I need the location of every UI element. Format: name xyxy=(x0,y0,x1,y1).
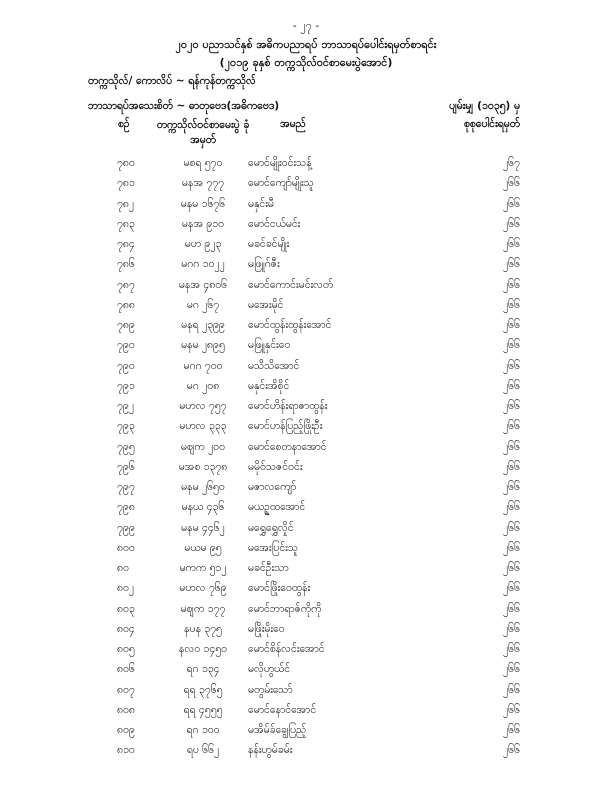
table-row xyxy=(0,479,612,499)
row-number: ၈၀၃ xyxy=(117,602,135,615)
header-no: စဉ် xyxy=(118,118,130,130)
row-name: မရွှေရွှေလှိုင် xyxy=(248,521,294,534)
row-number: ၈၀၆ xyxy=(117,663,135,676)
table-row xyxy=(0,580,612,600)
row-score: ၂၆၆ xyxy=(503,582,520,595)
row-score: ၂၆၆ xyxy=(503,339,520,352)
table-row xyxy=(0,155,612,175)
row-name: မောင်ငယ်မင်း xyxy=(248,217,301,230)
average-line: ပျမ်းမျှ (၁၀၃၅) မှ xyxy=(449,100,520,112)
row-name: မနှင်းမီ xyxy=(248,197,274,210)
row-name: မနှင်းအိစိုင် xyxy=(248,379,290,392)
row-registration: မစရ ၅၇၀ xyxy=(183,157,223,169)
table-row xyxy=(0,722,612,742)
row-score: ၂၆၆ xyxy=(503,177,520,190)
row-name: မခင်ခင်မျိုး xyxy=(248,238,290,250)
row-number: ၇၉၃ xyxy=(117,420,135,433)
table-row xyxy=(0,358,612,378)
table-row xyxy=(0,398,612,418)
row-score: ၂၆၆ xyxy=(503,622,520,635)
row-number: ၇၉၂ xyxy=(117,400,134,412)
row-name: မောင်ကျော်မျိုးသူ xyxy=(248,177,314,190)
row-number: ၇၉၉ xyxy=(117,521,135,534)
document-title: ၂၀၂၀ ပညာသင်နှစ် အဓိကပညာရပ် ဘာသာရပ်ပေါင်းရမှတ်စာရင်း xyxy=(175,38,437,51)
row-registration: ရဂ ၁၃၄ xyxy=(186,663,220,676)
row-score: ၂၆၆ xyxy=(503,400,520,412)
row-name: မောင်နောင်အောင် xyxy=(248,703,317,716)
row-score: ၂၆၆ xyxy=(503,379,520,392)
row-name: မောင်ဘာရာဇ်ကိုကို xyxy=(248,602,322,615)
row-score: ၂၆၆ xyxy=(503,217,520,230)
row-number: ၇၈၃ xyxy=(117,217,135,230)
row-number: ၇၈၇ xyxy=(117,278,135,291)
table-row xyxy=(0,378,612,398)
table-row xyxy=(0,742,612,762)
row-number: ၈၀၀ xyxy=(117,541,135,554)
row-registration: ရရ ၄၅၅၅ xyxy=(183,703,223,716)
row-registration: မနရ ၂၃၉၉ xyxy=(181,319,225,331)
table-row xyxy=(0,499,612,519)
university-line: တက္ကသိုလ်/ ကောလိပ် ~ ရန်ကုန်တက္ကသိုလ် xyxy=(88,75,256,87)
row-score: ၂၆၆ xyxy=(503,238,520,250)
row-number: ၈၀၂ xyxy=(117,582,135,595)
row-number: ၇၈၀ xyxy=(117,157,135,169)
row-name: မမိုဝ်သဇင်ဝင်း xyxy=(248,460,303,473)
row-score: ၂၆၆ xyxy=(503,319,520,331)
row-name: မောင်ထွန်းထွန်းအောင် xyxy=(248,319,332,331)
row-registration: မနမ ၂၆၅၀ xyxy=(181,481,225,493)
row-score: ၂၆၆ xyxy=(503,602,520,615)
row-registration: မဂ ၂၆၇ xyxy=(186,298,220,311)
row-score: ၂၆၇ xyxy=(503,157,520,169)
row-number: ၇၉၀ xyxy=(117,339,135,352)
row-registration: မဈက ၁၇၇ xyxy=(180,602,226,615)
row-number: ၇၉၈ xyxy=(117,501,135,514)
row-name: မောင်စိန်လင်းအောင် xyxy=(248,643,325,655)
table-row xyxy=(0,439,612,459)
table-row xyxy=(0,317,612,337)
row-registration: နလဝ ၁၄၅၀ xyxy=(178,643,228,655)
row-registration: မနမ ၁၆၇၆ xyxy=(180,197,226,210)
row-name: နန်းဟွမ်ခမ်း xyxy=(248,744,293,757)
row-number: ၈၀ xyxy=(117,562,129,574)
row-score: ၂၆၆ xyxy=(503,643,520,655)
row-registration: မဟလ ၇၅၇ xyxy=(179,400,227,412)
row-registration: မဈက ၂၀၀ xyxy=(181,440,225,453)
row-score: ၂၆၆ xyxy=(503,278,520,291)
row-number: ၇၉၆ xyxy=(117,460,135,473)
row-score: ၂၆၆ xyxy=(503,460,520,473)
row-registration: မယမ ၉၅ xyxy=(184,541,222,554)
row-number: ၈၀၅ xyxy=(117,643,135,655)
row-name: မအိမ်ခ်ချွေပြည့် xyxy=(248,724,307,736)
table-row xyxy=(0,682,612,702)
table-row xyxy=(0,236,612,256)
table-row xyxy=(0,418,612,438)
row-number: ၈၀၄ xyxy=(117,622,135,635)
table-row xyxy=(0,560,612,580)
row-score: ၂၆၆ xyxy=(503,683,520,696)
page-number: - ၂၇ - xyxy=(292,19,320,32)
row-name: မသိသိအောင် xyxy=(248,359,300,372)
row-number: ၇၉၇ xyxy=(117,481,135,493)
row-number: ၈၁၀ xyxy=(117,744,135,757)
table-row xyxy=(0,216,612,236)
row-registration: မဟ ၉၂၃ xyxy=(184,238,222,250)
row-number: ၇၈၂ xyxy=(117,197,135,210)
row-registration: မဟလ ၃၃၃ xyxy=(179,420,227,433)
row-registration: မဂ ၂၀၈ xyxy=(186,379,220,392)
row-registration: ရပ ၆၆၂ xyxy=(186,744,220,757)
table-row xyxy=(0,601,612,621)
header-score: စုစုပေါင်းရမှတ် xyxy=(463,118,520,130)
row-number: ၇၈၄ xyxy=(117,238,135,250)
row-score: ၂၆၆ xyxy=(503,562,520,574)
row-score: ၂၆၆ xyxy=(503,298,520,311)
row-number: ၇၈၆ xyxy=(117,258,135,271)
row-name: မတွမ်းသော် xyxy=(248,683,293,696)
row-score: ၂၆၆ xyxy=(503,197,520,210)
row-registration: မကက ၅၁၂ xyxy=(179,562,227,574)
table-row xyxy=(0,520,612,540)
row-name: မဇာလကျော် xyxy=(248,481,297,493)
row-number: ၇၈၈ xyxy=(117,298,135,311)
document-subtitle: (၂၀၁၉ ခုနှစ် တက္ကသိုလ်ဝင်စာမေးပွဲအောင်) xyxy=(219,56,393,69)
row-name: မောင်မျိုးဝင်းသန့် xyxy=(248,157,312,169)
table-row xyxy=(0,621,612,641)
table-row xyxy=(0,702,612,722)
department-line: ဘာသာရပ်အသေးစိတ် ~ ဓာတုဗေဒ(အဓိကဗေဒ) xyxy=(88,100,280,112)
row-name: မခင်ဦးသာ xyxy=(248,562,289,574)
row-name: မောင်ဟိန်းရာဇာထွန်း xyxy=(248,400,328,412)
results-table xyxy=(0,155,612,763)
row-name: မယဉ္နထအောင် xyxy=(248,501,306,514)
table-row xyxy=(0,256,612,276)
row-number: ၇၈၁ xyxy=(117,177,135,190)
row-registration: နပန ၃၇၅ xyxy=(184,622,222,635)
row-number: ၇၉၀ xyxy=(117,359,135,372)
row-name: မောင်ကောင်းမင်းလတ် xyxy=(248,278,334,291)
row-score: ၂၆၆ xyxy=(503,481,520,493)
row-name: မဖြူဂ်ဇီး xyxy=(248,258,280,271)
header-registration: တက္ကသိုလ်ဝင်စာမေးပွဲ ခုံအမှတ် xyxy=(156,119,250,146)
row-registration: မနမ ၂၈၉၅ xyxy=(181,339,225,352)
row-registration: မဂဂ ၁၀၂၂ xyxy=(181,258,225,271)
row-number: ၇၈၉ xyxy=(117,319,135,331)
row-score: ၂၆၆ xyxy=(503,724,520,736)
row-number: ၇၉၅ xyxy=(117,440,135,453)
row-number: ၈၀၈ xyxy=(117,703,135,716)
row-name: မောင်ဖြိုးဝေထွန်း xyxy=(248,582,311,595)
row-number: ၈၀၇ xyxy=(117,683,135,696)
row-number: ၇၉၁ xyxy=(117,379,135,392)
row-registration: မဟလ ၇၆၉ xyxy=(179,582,227,595)
row-name: မောင်စေတနာအောင် xyxy=(248,440,327,453)
row-name: မဖြိုးမိုးဝေ xyxy=(248,622,285,635)
row-registration: မနအ ၉၁၀ xyxy=(181,217,225,230)
row-name: မလိုဟွယ်င် xyxy=(248,663,291,676)
table-row xyxy=(0,661,612,681)
table-row xyxy=(0,459,612,479)
row-name: မအေးပြင်းသူ xyxy=(248,541,298,554)
row-score: ၂၆၆ xyxy=(503,420,520,433)
row-name: မဖြူနှင်းဝေ xyxy=(248,339,291,352)
row-score: ၂၆၆ xyxy=(503,703,520,716)
table-row xyxy=(0,337,612,357)
table-row xyxy=(0,641,612,661)
row-score: ၂၆၆ xyxy=(503,501,520,514)
row-registration: မနယ ၄၃၆ xyxy=(181,501,225,514)
row-number: ၈၀၉ xyxy=(117,724,135,736)
row-registration: မနမ ၄၄၆၂ xyxy=(181,521,225,534)
table-row xyxy=(0,196,612,216)
row-name: မအေးမိုင် xyxy=(248,298,284,311)
table-row xyxy=(0,277,612,297)
row-score: ၂၆၆ xyxy=(503,359,520,372)
row-registration: ရဂ ၁၀၀ xyxy=(186,724,220,736)
row-name: မောင်ဟန်ပြည့်ဖြိုးဦး xyxy=(248,420,323,433)
row-registration: မနအ ၄၈၀၆ xyxy=(178,278,228,291)
row-score: ၂၆၆ xyxy=(503,663,520,676)
table-row xyxy=(0,297,612,317)
row-score: ၂၆၆ xyxy=(503,258,520,271)
header-name: အမည် xyxy=(280,118,306,130)
table-row xyxy=(0,540,612,560)
row-score: ၂၆၆ xyxy=(503,440,520,453)
row-registration: မဂဂ ၇၀၀ xyxy=(183,359,223,372)
row-registration: မနအ ၇၇၇ xyxy=(181,177,225,190)
row-score: ၂၆၆ xyxy=(503,744,520,757)
table-row xyxy=(0,175,612,195)
row-score: ၂၆၆ xyxy=(503,521,520,534)
row-score: ၂၆၆ xyxy=(503,541,520,554)
row-registration: ရရ ၃၇၆၅ xyxy=(183,683,223,696)
row-registration: မအစ ၁၃၇၈ xyxy=(178,460,228,473)
